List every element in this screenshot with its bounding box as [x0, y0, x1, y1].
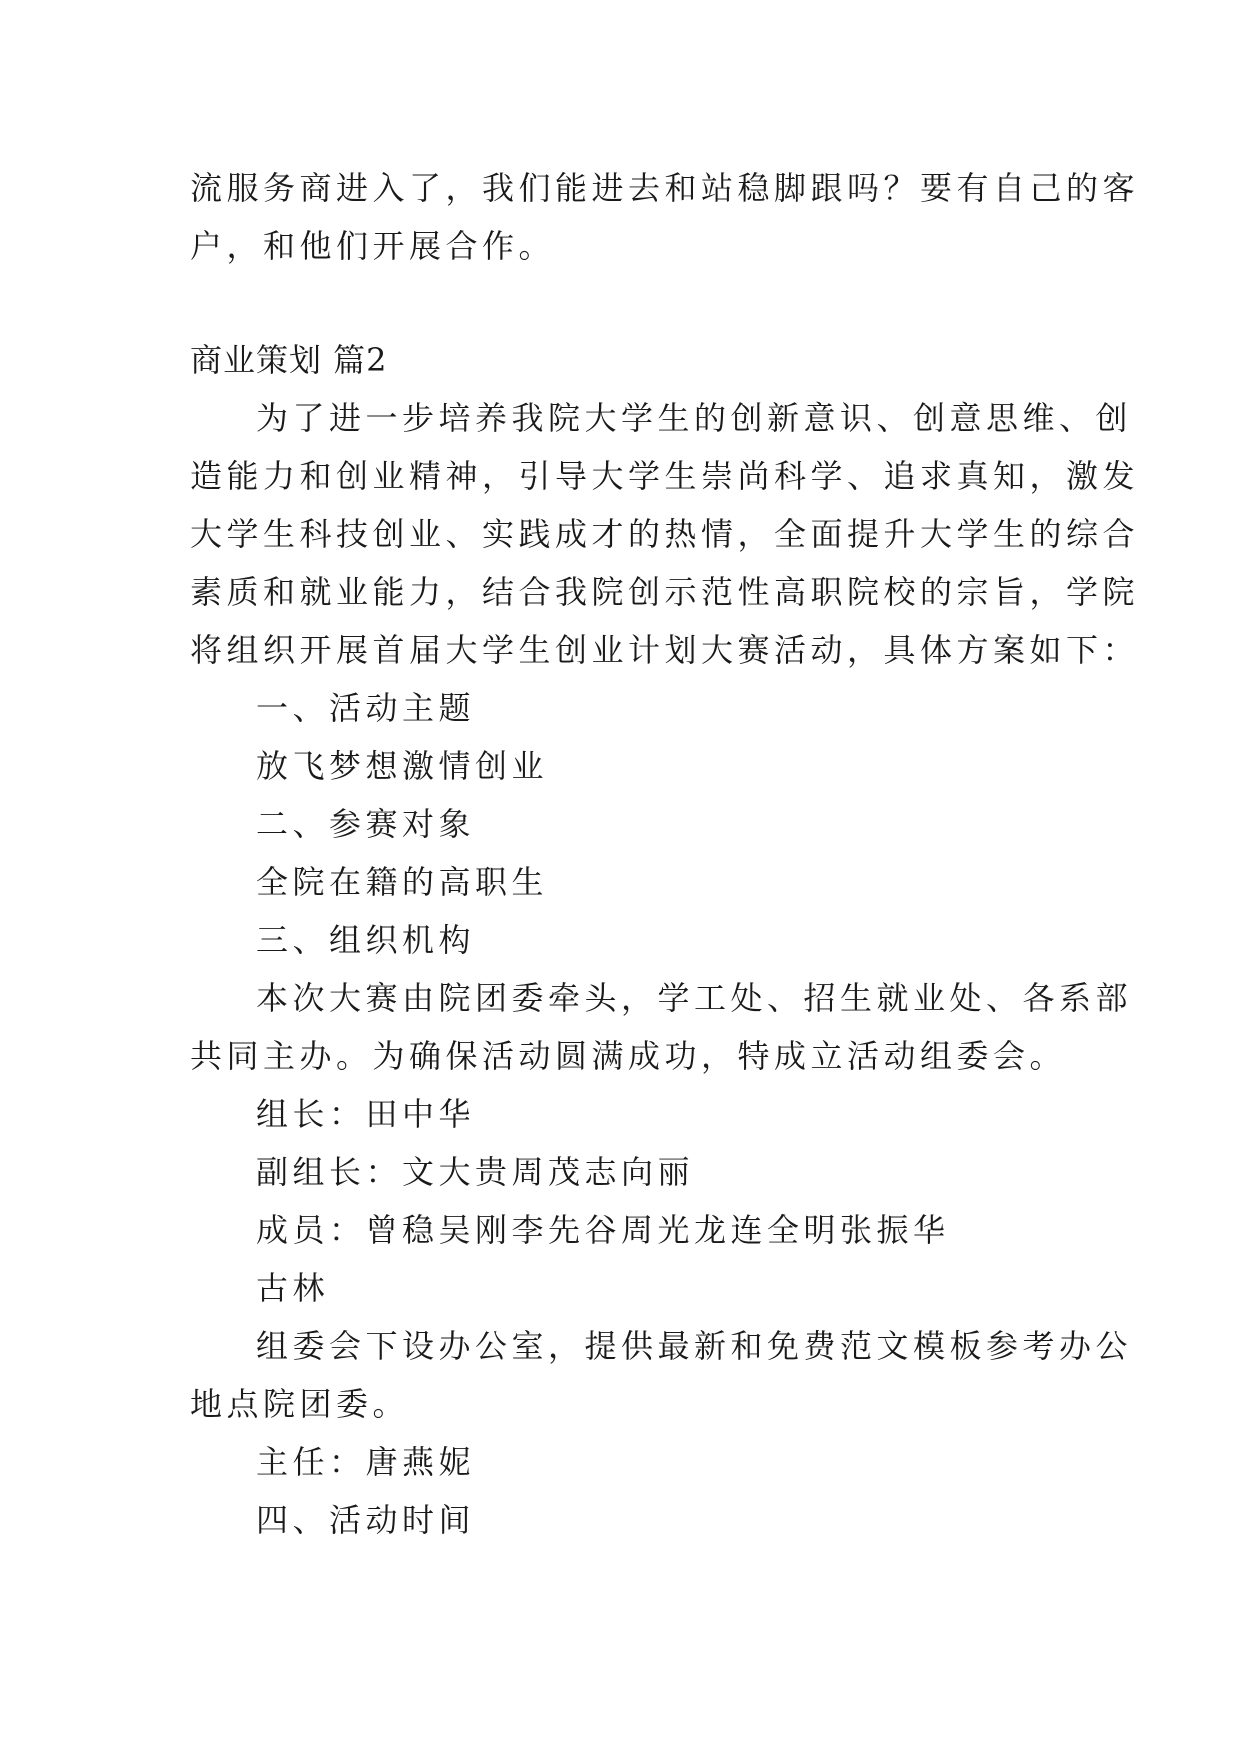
paragraph-line: 古林	[256, 1269, 330, 1307]
paragraph-line: 主任：唐燕妮	[256, 1443, 476, 1481]
subsection-heading: 二、参赛对象	[256, 805, 476, 843]
paragraph-line: 本次大赛由院团委牵头，学工处、招生就业处、各系部	[256, 979, 1133, 1017]
paragraph-line: 地点院团委。	[190, 1385, 410, 1423]
paragraph-line: 放飞梦想激情创业	[256, 747, 549, 785]
paragraph-line: 组委会下设办公室，提供最新和免费范文模板参考办公	[256, 1327, 1133, 1365]
paragraph-line: 素质和就业能力，结合我院创示范性高职院校的宗旨，学院	[190, 573, 1140, 611]
paragraph-line: 副组长：文大贵周茂志向丽	[256, 1153, 695, 1191]
paragraph-line: 流服务商进入了，我们能进去和站稳脚跟吗？要有自己的客	[190, 169, 1140, 207]
paragraph-line: 为了进一步培养我院大学生的创新意识、创意思维、创	[256, 399, 1133, 437]
section-heading: 商业策划 篇2	[190, 341, 388, 379]
paragraph-line: 将组织开展首届大学生创业计划大赛活动，具体方案如下：	[190, 631, 1140, 669]
paragraph-line: 造能力和创业精神，引导大学生崇尚科学、追求真知，激发	[190, 457, 1140, 495]
paragraph-line: 成员：曾稳吴刚李先谷周光龙连全明张振华	[256, 1211, 950, 1249]
subsection-heading: 一、活动主题	[256, 689, 476, 727]
paragraph-line: 户，和他们开展合作。	[190, 227, 556, 265]
subsection-heading: 四、活动时间	[256, 1501, 476, 1539]
paragraph-line: 全院在籍的高职生	[256, 863, 549, 901]
paragraph-line: 共同主办。为确保活动圆满成功，特成立活动组委会。	[190, 1037, 1067, 1075]
paragraph-line: 大学生科技创业、实践成才的热情，全面提升大学生的综合	[190, 515, 1140, 553]
paragraph-line: 组长：田中华	[256, 1095, 476, 1133]
subsection-heading: 三、组织机构	[256, 921, 476, 959]
